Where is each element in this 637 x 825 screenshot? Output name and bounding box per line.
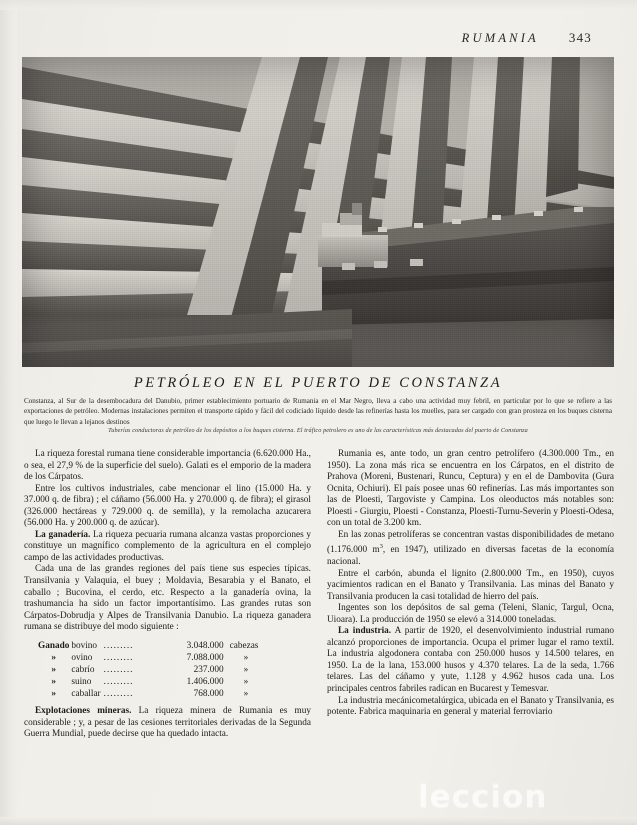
paragraph-salt: Ingentes son los depósitos de sal gema (Teleni, Slanic, Targul, Ocna, Uioara). La producción de 1950 se elevó a 314.000 toneladas.: [327, 603, 614, 625]
photo-vignette: [22, 57, 614, 367]
row-leader: .........: [103, 664, 134, 675]
running-head: [462, 30, 592, 46]
row-leader: .........: [103, 677, 134, 688]
row-label: Ganado: [38, 640, 70, 651]
row-label: »: [51, 664, 56, 675]
row-value: 3.048.000: [186, 640, 224, 651]
row-species: ovino: [71, 652, 93, 663]
left-column: [24, 449, 311, 817]
row-unit: »: [243, 652, 249, 663]
paragraph-metallurgy: La industria mecánicometalúrgica, ubicada en el Banato y Transilvania, es potente. Fabrica maquinaria en general y material ferroviario: [327, 695, 614, 718]
paragraph-livestock-text: La riqueza pecuaria rumana alcanza vastas proporciones y constituye un magnífico complemento de la agricultura en el complejo campo de las actividades productivas.: [24, 529, 311, 563]
table-row: [38, 652, 258, 664]
livestock-table: [24, 640, 311, 700]
paragraph-forest: La riqueza forestal rumana tiene considerable importancia (6.620.000 Ha., o sea, el 27,9 % de la superficie del suelo). Galati es el emporio de la madera de los Cárpatos.: [24, 449, 311, 483]
row-species: caballar: [71, 689, 101, 700]
table-row: [38, 688, 258, 700]
figure-title: PETRÓLEO EN EL PUERTO DE CONSTANZA: [133, 375, 503, 391]
row-label: »: [51, 677, 56, 688]
body-columns: [24, 449, 614, 817]
row-species: cabrío: [71, 664, 95, 675]
page-edge-bottom: [0, 817, 637, 825]
table-row: [38, 664, 258, 676]
paragraph-livestock: [24, 530, 311, 565]
heading-explotaciones-mineras: Explotaciones mineras.: [35, 706, 132, 717]
row-unit: »: [243, 664, 249, 675]
watermark: leccion: [418, 779, 548, 815]
paragraph-industry: [327, 626, 614, 695]
row-unit: »: [243, 689, 249, 700]
row-species: bovino: [71, 640, 98, 651]
row-label: »: [51, 652, 56, 663]
superscript-cubic: 3: [379, 543, 383, 551]
figure-subcaption: Tuberías conductoras de petróleo de los depósitos a los buques cisterna. El tráfico petrolero es uno de las características más destacadas del puerto de Constanza: [108, 427, 528, 434]
paragraph-mining: [24, 706, 311, 741]
paragraph-mining-text: La riqueza minera de Rumania es muy considerable ; y, a pesar de las cesiones territoriales derivadas de la Segunda Guerra Mundial, puede decirse que ha quedado intacta.: [24, 706, 312, 740]
row-value: 768.000: [193, 689, 224, 700]
paragraph-coal: Entre el carbón, abunda el lignito (2.800.000 Tm., en 1950), cuyos yacimientos radican en el Banato y Transilvania. Las minas del Banato y Transilvania producen la casi totalidad de hierro del país.: [327, 568, 614, 602]
row-leader: .........: [103, 640, 134, 651]
paragraph-industrial-crops: Entre los cultivos industriales, cabe mencionar el lino (15.000 Ha. y 37.000 q. de fibra) ; el cáñamo (56.000 Ha. y 270.000 q. de fibra); el girasol (326.000 hectáreas y 729.000 q. de semilla), y la remolacha azucarera (56.000 Ha. y 200.000 q. de azúcar).: [24, 483, 311, 529]
paragraph-methane: [327, 530, 614, 569]
figure-caption: Constanza, al Sur de la desembocadura del Danubio, primer establecimiento portuario de Rumania en el Mar Negro, lleva a cabo una actividad muy febril, en particular por lo que se refiere a las exportaciones de petróleo. Modernas instalaciones permiten el transporte rápido y fácil del codiciado líquido desde las refinerías hasta los muelles, para ser cargado con gran prosteza en los buques cisterna que luego le llevan a lejanos destinos: [24, 397, 612, 426]
row-value: 7.088.000: [186, 652, 224, 663]
page-edge-left: [0, 0, 17, 825]
row-leader: .........: [103, 689, 134, 700]
heading-la-industria: La industria.: [338, 626, 392, 637]
running-head-title: RUMANIA: [461, 31, 539, 45]
row-unit: cabezas: [229, 640, 259, 651]
row-unit: »: [243, 677, 249, 688]
page-number: 343: [568, 30, 592, 45]
table-row: [38, 640, 258, 652]
figure-photo-port-of-constanza: [22, 57, 614, 367]
paragraph-regions: Cada una de las grandes regiones del país tiene sus especies típicas. Transilvania y Valaquia, el buey ; Moldavia, Besarabia y el Banato, el caballo ; Bucovina, el cerdo, etc. Respecto a la ganadería ovina, la trashumancia ha sido un factor importantísimo. Las grandes rutas son Cárpatos-Dobrudja y Alpes de Transilvania Danubio. La riqueza ganadera rumana se distribuye del modo siguiente :: [24, 564, 311, 633]
page-edge-top: [0, 0, 637, 10]
heading-ganaderia: La ganadería.: [35, 529, 91, 540]
row-value: 237.000: [193, 664, 224, 675]
row-label: »: [51, 689, 56, 700]
row-species: suino: [71, 677, 92, 688]
right-column: [327, 449, 614, 817]
row-leader: .........: [103, 652, 134, 663]
livestock-table-body: [38, 640, 258, 700]
row-value: 1.406.000: [186, 677, 224, 688]
paragraph-industry-text: A partir de 1920, el desenvolvimiento industrial rumano alcanzó proporciones de importancia. Ocupa el primer lugar el ramo textil. La industria algodonera contaba con 250.000 husos y 14.500 telares, en 1950. La de la lana, 153.000 husos y 4.370 telares. La de la seda, 1.766 telares. Las del cáñamo y yute, 1.128 y 4.962 husos cada una. Los principales centros fabriles radican en Bucarest y Temesvar.: [327, 626, 614, 695]
paragraph-methane-b: , en 1947), utilizado en diversas facetas de la economía nacional.: [327, 545, 614, 567]
paragraph-petroleum: Rumania es, ante todo, un gran centro petrolífero (4.300.000 Tm., en 1950). La zona más rica se encuentra en los Cárpatos, en el distrito de Prahova (Moreni, Bustenari, Runcu, Ceptura) y en el de Dambovita (Gura Ocnita, Ochiuri). El país posee unas 60 refinerías. Las más importantes son las de Ploesti, Targoviste y Campina. Los oleoductos más notables son: Ploesti - Giurgiu, Ploesti - Constanza, Ploesti-Turnu-Severin y Ploesti-Odesa, con un total de 3.200 km.: [327, 449, 614, 529]
paragraph-methane-a: En las zonas petrolíferas se concentran vastas disponibilidades de metano (1.176.000 m: [327, 529, 614, 556]
table-row: [38, 676, 258, 688]
